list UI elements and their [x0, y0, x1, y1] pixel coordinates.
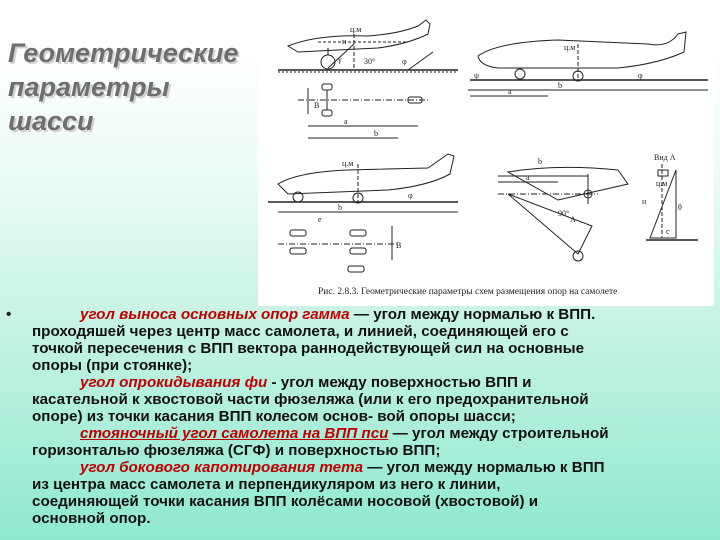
- definition-phi: [6, 374, 714, 391]
- definition-psi-rest: — угол между строительной: [388, 425, 609, 442]
- definition-theta-line3: соединяющей точки касания ВПП колёсами носовой (хвостовой) и: [32, 493, 539, 510]
- taildragger-plan-view: [298, 84, 428, 138]
- definition-gamma-line3: точкой пересечения с ВПП вектора раннодействующей сил на основные: [32, 340, 585, 357]
- diagram-drawing: [258, 4, 714, 306]
- nosewheel-side-view: [268, 154, 458, 212]
- label-h-1: н: [342, 37, 347, 46]
- label-e: e: [318, 215, 322, 224]
- title-line-2: параметры: [8, 72, 170, 102]
- term-theta: угол бокового капотирования тета: [80, 459, 364, 476]
- definition-gamma-rest: — угол между нормалью к ВПП.: [349, 306, 596, 323]
- label-b-2: b: [558, 81, 562, 90]
- definition-psi-line2: горизонталью фюзеляжа (СГФ) и поверхностью ВПП;: [32, 442, 441, 459]
- label-b-3: b: [338, 203, 342, 212]
- label-a-1: a: [344, 117, 348, 126]
- label-phi-3: φ: [408, 191, 413, 200]
- label-cm-3: ц.м: [342, 159, 354, 168]
- label-c: c: [666, 227, 670, 236]
- term-phi: угол опрокидывания фи: [80, 374, 268, 391]
- label-h-2: н: [642, 197, 647, 206]
- label-angle90: 90°: [558, 209, 570, 218]
- label-A: А: [570, 215, 576, 224]
- definition-gamma: [6, 306, 714, 323]
- definition-theta-line4: основной опор.: [32, 510, 151, 527]
- definition-theta-line2: из центра масс самолета и перпендикуляром из него к линии,: [32, 476, 501, 493]
- term-gamma: угол выноса основных опор гамма: [80, 306, 350, 323]
- definitions-text: [6, 306, 714, 527]
- label-theta: θ: [678, 203, 682, 212]
- definition-gamma-line2: проходяшей через центр масс самолета, и линией, соединяющей его с: [32, 323, 569, 340]
- tricycle-side-view: [468, 32, 708, 96]
- definition-theta: [6, 459, 714, 476]
- label-b-4: b: [538, 157, 542, 166]
- label-psi: ψ: [474, 71, 480, 80]
- label-angle30: 30°: [364, 57, 376, 66]
- label-cm-2: ц.м: [564, 43, 576, 52]
- label-view-a: Вид А: [654, 153, 676, 162]
- label-B-1: B: [314, 101, 320, 110]
- figure-caption: Рис. 2.8.3. Геометрические параметры схем размещения опор на самолете: [318, 287, 618, 297]
- title-line-3: шасси: [8, 106, 94, 136]
- label-a-2: a: [508, 87, 512, 96]
- label-b-1: b: [374, 129, 378, 138]
- label-B-2: B: [396, 241, 402, 250]
- nosewheel-plan-view: [278, 226, 398, 272]
- definition-phi-line3: опоре) из точки касания ВПП колесом основ- вой опоры шасси;: [32, 408, 516, 425]
- label-gamma-1: γ: [338, 55, 342, 64]
- label-phi-1: φ: [402, 57, 407, 66]
- definition-phi-rest: - угол между поверхностью ВПП и: [267, 374, 532, 391]
- definition-psi: [6, 425, 714, 442]
- term-psi: стояночный угол самолета на ВПП пси: [80, 425, 389, 442]
- title-line-1: Геометрические: [8, 38, 239, 68]
- view-a-triangle: [646, 164, 698, 240]
- definition-phi-line2: касательной к хвостовой части фюзеляжа (или к его предохранительной: [32, 391, 589, 408]
- definition-theta-rest: — угол между нормалью к ВПП: [363, 459, 605, 476]
- bullet: •: [6, 306, 12, 323]
- landing-gear-diagram: [258, 4, 714, 306]
- label-cm-1: ц.м: [350, 25, 362, 34]
- label-cm-4: ц.м: [656, 179, 668, 188]
- definition-gamma-line4: опоры (при стоянке);: [32, 357, 193, 374]
- label-a-3: a: [526, 173, 530, 182]
- page-title: [8, 36, 258, 138]
- label-phi-2: φ: [638, 71, 643, 80]
